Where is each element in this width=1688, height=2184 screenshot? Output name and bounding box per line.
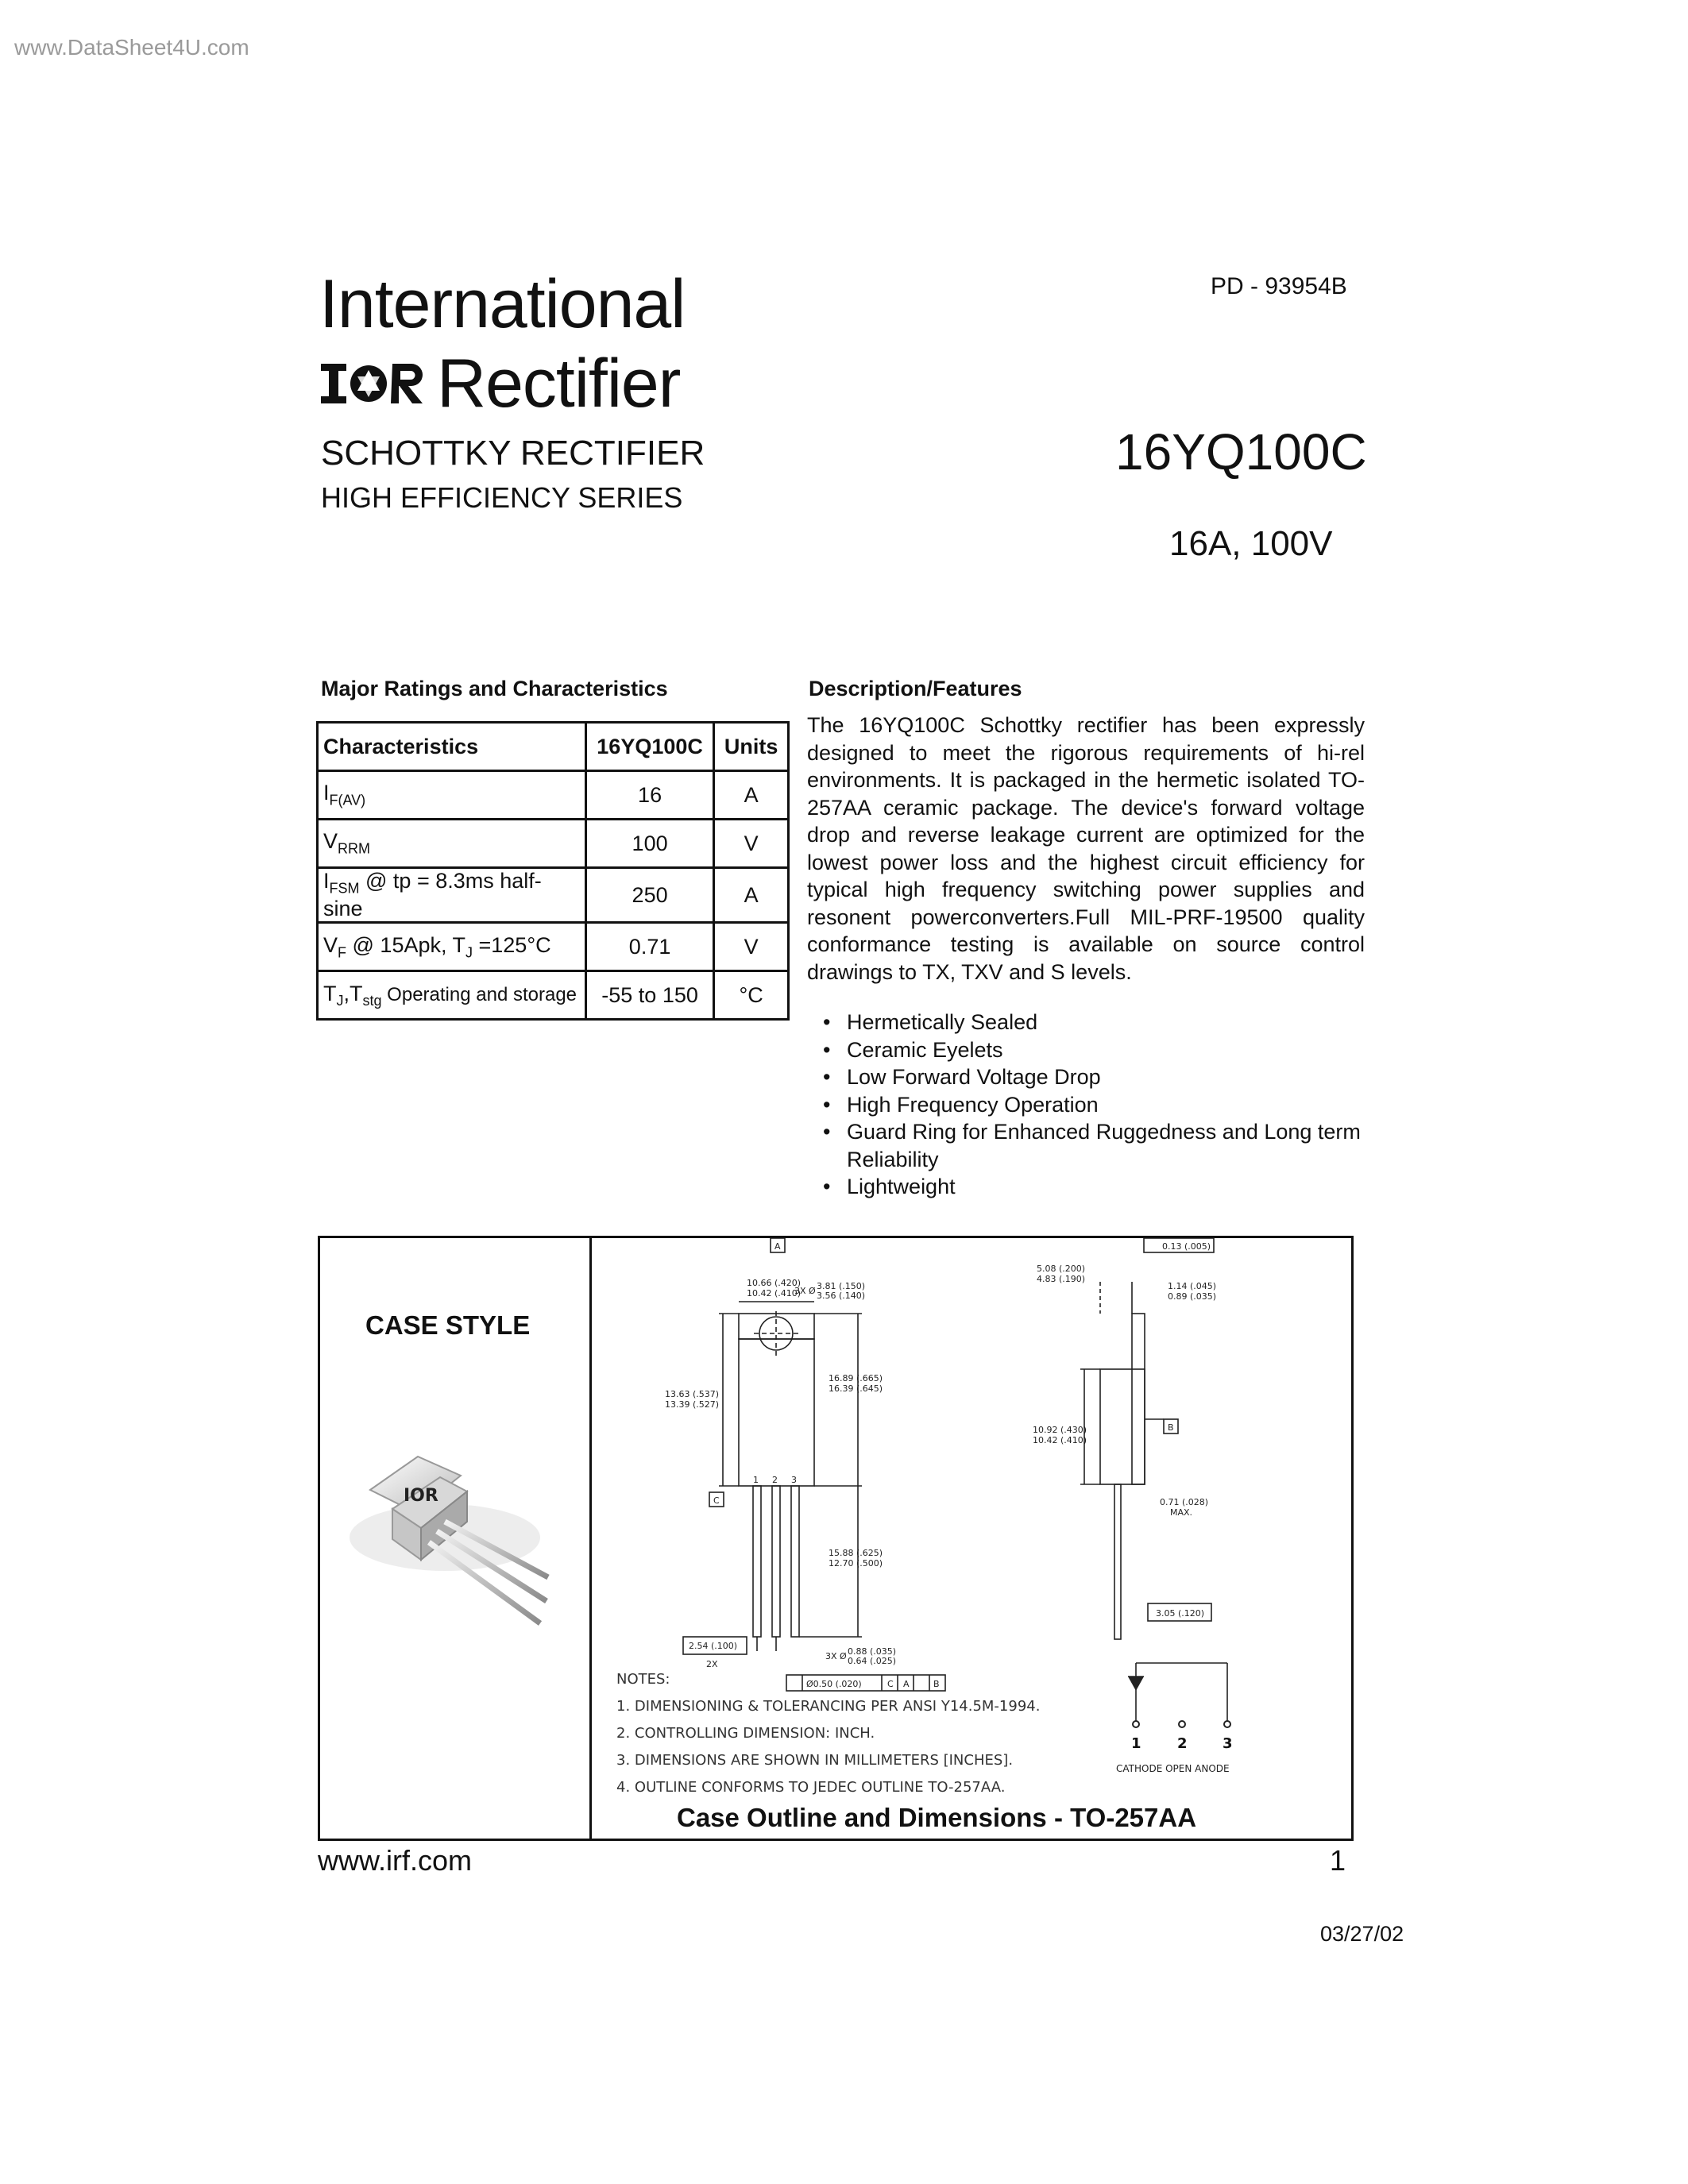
schematic-pin-3: 3 — [1223, 1735, 1233, 1752]
dim-pitch-count: 2X — [706, 1659, 718, 1669]
datum-a-ref: A — [903, 1679, 910, 1689]
dim-hole-min: 3.56 (.140) — [817, 1291, 866, 1301]
datum-b: B — [1168, 1422, 1174, 1433]
characteristic-cell: $I_{F(AV)}$ — [318, 771, 586, 820]
ratings-table — [316, 721, 790, 1021]
dim-pitch: 2.54 (.100) — [689, 1641, 738, 1651]
note-item: 2. CONTROLLING DIMENSION: INCH. — [616, 1725, 875, 1742]
dim-body-height: 13.63 (.537) — [665, 1389, 720, 1399]
ratings-heading: Major Ratings and Characteristics — [321, 677, 668, 700]
dim-overall: 16.89 (.665) — [829, 1373, 883, 1383]
note-item: 1. DIMENSIONING & TOLERANCING PER ANSI Y14.5M-1994. — [616, 1698, 1041, 1715]
header-part: 16YQ100C — [585, 723, 713, 771]
dim-lead-dia: 0.88 (.035) — [848, 1646, 897, 1657]
pin-1-label: 1 — [753, 1475, 759, 1485]
list-item: • Hermetically Sealed — [823, 1009, 1371, 1036]
note-item: 4. OUTLINE CONFORMS TO JEDEC OUTLINE TO-257AA. — [616, 1779, 1006, 1796]
characteristic-cell: $T_J,T_{stg}$ Operating and storage — [318, 971, 586, 1020]
table-row — [318, 820, 789, 868]
pin-2-label: 2 — [772, 1475, 778, 1485]
value-cell: -55 to 150 — [585, 971, 713, 1020]
table-row — [318, 868, 789, 923]
note-item: 3. DIMENSIONS ARE SHOWN IN MILLIMETERS [INCHES]. — [616, 1752, 1014, 1769]
dim-hole: 3.81 (.150) — [817, 1281, 866, 1291]
table-row — [318, 971, 789, 1020]
footer-url[interactable]: www.irf.com — [318, 1844, 473, 1877]
dim-tolerance: Ø0.50 (.020) — [806, 1679, 862, 1689]
table-row — [318, 923, 789, 971]
dim-side-body: 10.92 (.430) — [1033, 1425, 1087, 1435]
dim-lead-thickness-max: MAX. — [1170, 1507, 1193, 1518]
dim-flatness: 0.13 (.005) — [1162, 1241, 1211, 1252]
dim-width-min: 10.42 (.410) — [747, 1288, 802, 1298]
unit-cell: A — [714, 868, 789, 923]
list-item: • Guard Ring for Enhanced Ruggedness and Long term Reliability — [823, 1118, 1371, 1173]
logo-international: International — [319, 266, 686, 342]
notes-title: NOTES: — [616, 1671, 670, 1688]
value-cell: 16 — [585, 771, 713, 820]
product-series: HIGH EFFICIENCY SERIES — [321, 481, 683, 514]
case-style-label: CASE STYLE — [365, 1310, 531, 1340]
unit-cell: A — [714, 771, 789, 820]
unit-cell: °C — [714, 971, 789, 1020]
description-heading: Description/Features — [809, 677, 1022, 700]
header-characteristics: Characteristics — [318, 723, 586, 771]
document-id: PD - 93954B — [1211, 273, 1347, 299]
datum-b-ref: B — [933, 1679, 940, 1689]
dim-lead-thickness: 0.71 (.028) — [1160, 1497, 1209, 1507]
dim-tab: 1.14 (.045) — [1168, 1281, 1217, 1291]
value-cell: 250 — [585, 868, 713, 923]
characteristic-cell: $V_{RRM}$ — [318, 820, 586, 868]
unit-cell: V — [714, 923, 789, 971]
list-item: • Lightweight — [823, 1173, 1371, 1201]
list-item: • Low Forward Voltage Drop — [823, 1063, 1371, 1091]
logo-rectifier — [319, 345, 681, 422]
list-item: • Ceramic Eyelets — [823, 1036, 1371, 1064]
ior-logo-icon — [319, 359, 427, 408]
page-number: 1 — [1330, 1844, 1346, 1877]
revision-date: 03/27/02 — [1320, 1922, 1404, 1946]
table-header-row — [318, 723, 789, 771]
header-units: Units — [714, 723, 789, 771]
pin-3-label: 3 — [791, 1475, 797, 1485]
value-cell: 0.71 — [585, 923, 713, 971]
package-photo — [342, 1442, 580, 1649]
dim-side-base: 3.05 (.120) — [1156, 1608, 1205, 1619]
schematic-pin-labels: CATHODE OPEN ANODE — [1116, 1763, 1230, 1774]
feature-list — [823, 1009, 1371, 1201]
dim-lead-length: 15.88 (.625) — [829, 1548, 883, 1558]
dim-width: 10.66 (.420) — [747, 1278, 802, 1288]
dim-tab-min: 0.89 (.035) — [1168, 1291, 1217, 1302]
datum-c-ref: C — [887, 1679, 894, 1689]
unit-cell: V — [714, 820, 789, 868]
dim-side-top: 5.08 (.200) — [1037, 1264, 1086, 1274]
table-row — [318, 771, 789, 820]
schematic-pin-2: 2 — [1177, 1735, 1188, 1752]
watermark: www.DataSheet4U.com — [14, 35, 249, 60]
datum-c: C — [713, 1495, 720, 1506]
characteristic-cell: $I_{FSM}$ @ tp = 8.3ms half-sine — [318, 868, 586, 923]
characteristic-cell: $V_F$ @ 15Apk, $T_J =125^\circ C$ — [318, 923, 586, 971]
dim-side-top-min: 4.83 (.190) — [1037, 1274, 1086, 1284]
dim-body-height-min: 13.39 (.527) — [665, 1399, 720, 1410]
dim-overall-min: 16.39 (.645) — [829, 1383, 883, 1394]
dim-lead-dia-min: 0.64 (.025) — [848, 1656, 897, 1666]
svg-text:IOR: IOR — [404, 1486, 438, 1506]
dim-hole-prefix: 3X Ø — [794, 1286, 816, 1296]
rating-summary: 16A, 100V — [1169, 524, 1333, 563]
dim-side-body-min: 10.42 (.410) — [1033, 1435, 1087, 1445]
part-number: 16YQ100C — [1115, 423, 1367, 480]
description-text: The 16YQ100C Schottky rectifier has been expressly designed to meet the rigorous requirements of hi-rel environments. It is packaged in the hermetic isolated TO-257AA ceramic package. The device's forward voltage drop and reverse leakage current are optimized for the lowest power loss and the highest circuit efficiency for typical high frequency switching power supplies and resonent powerconverters.Full MIL-PRF-19500 quality conformance testing is available on source control drawings to TX, TXV and S levels. — [807, 713, 1365, 984]
logo-rectifier-text: Rectifier — [437, 345, 681, 422]
case-notes — [616, 1666, 1040, 1801]
case-outline-caption: Case Outline and Dimensions - TO-257AA — [677, 1803, 1197, 1832]
dim-lead-length-min: 12.70 (.500) — [829, 1558, 883, 1569]
product-type: SCHOTTKY RECTIFIER — [321, 434, 705, 473]
value-cell: 100 — [585, 820, 713, 868]
dim-lead-dia-prefix: 3X Ø — [825, 1651, 847, 1661]
list-item: • High Frequency Operation — [823, 1091, 1371, 1119]
datum-a: A — [774, 1241, 781, 1252]
schematic-pin-1: 1 — [1131, 1735, 1141, 1752]
